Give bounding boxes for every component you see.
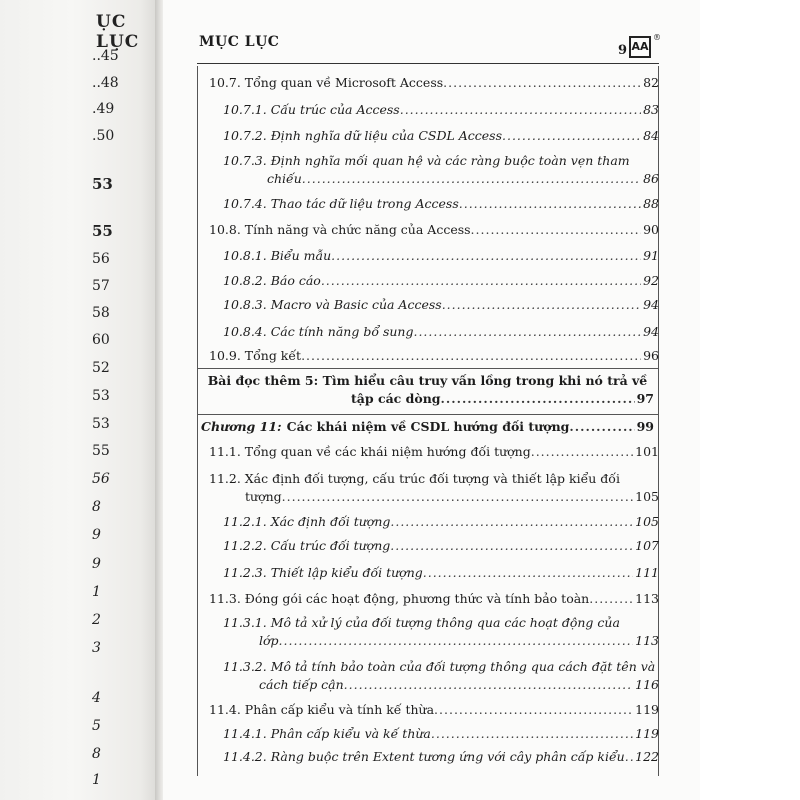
toc-entry: 11.2.1. Xác định đối tượng ..... 105 xyxy=(223,513,659,531)
left-page-number: 9 xyxy=(92,527,101,543)
registered-mark: ® xyxy=(653,33,661,42)
left-page-number: 8 xyxy=(92,499,101,515)
left-page-number: 57 xyxy=(92,278,110,294)
toc-entry: 10.7.3. Định nghĩa mối quan hệ và các ràng buộc toàn vẹn tham chiếu ..... 86 xyxy=(223,152,659,188)
toc-entry: 10.8.1. Biểu mẫu ..... 91 xyxy=(223,247,659,265)
left-page-number: 53 xyxy=(92,416,110,432)
left-page-number: 1 xyxy=(92,772,101,788)
left-page-number: 53 xyxy=(92,175,113,193)
toc-entry: 10.8.2. Báo cáo ..... 92 xyxy=(223,272,659,290)
toc-entry: 11.1. Tổng quan về các khái niệm hướng đối tượng ..... 101 xyxy=(209,443,659,461)
toc-entry: 11.4.2. Ràng buộc trên Extent tương ứng với cây phân cấp kiểu ..... 122 xyxy=(223,748,659,766)
left-page-number: 5 xyxy=(92,718,101,734)
left-page-number: .50 xyxy=(92,128,115,144)
publisher-logo: AA xyxy=(629,36,651,58)
toc-entry: 10.7. Tổng quan về Microsoft Access ..... 82 xyxy=(209,74,659,92)
toc-entry: 11.4. Phân cấp kiểu và tính kế thừa ..... 119 xyxy=(209,701,659,719)
toc-entry: 10.8.3. Macro và Basic của Access ..... 94 xyxy=(223,296,659,314)
left-page-number: 60 xyxy=(92,332,110,348)
left-page-number: 1 xyxy=(92,584,101,600)
left-page-number: .49 xyxy=(92,101,115,117)
toc-entry: 10.8.4. Các tính năng bổ sung ..... 94 xyxy=(223,323,659,341)
toc-entry: 11.2.3. Thiết lập kiểu đối tượng ..... 111 xyxy=(223,564,659,582)
toc-entry-reading: Bài đọc thêm 5: Tìm hiểu câu truy vấn lồng trong khi nó trả về tập các dòng ..... 97 xyxy=(197,368,658,408)
left-page-number: 56 xyxy=(92,471,110,487)
background-surface xyxy=(700,0,800,800)
left-page-number: 56 xyxy=(92,251,110,267)
toc-entry: 11.2. Xác định đối tượng, cấu trúc đối tượng và thiết lập kiểu đối tượng ..... 105 xyxy=(209,470,659,506)
left-page-number: 58 xyxy=(92,305,110,321)
left-page-number: 3 xyxy=(92,640,101,656)
left-page-number: ..45 xyxy=(92,48,119,64)
toc-entry: 11.3. Đóng gói các hoạt động, phương thức và tính bảo toàn ..... 113 xyxy=(209,590,659,608)
left-page-number: 52 xyxy=(92,360,110,376)
header-rule xyxy=(197,63,659,64)
left-page-number: ..48 xyxy=(92,75,119,91)
page-title: MỤC LỤC xyxy=(199,34,280,50)
left-page-number: 55 xyxy=(92,222,113,240)
toc-entry: 10.8. Tính năng và chức năng của Access ..... 90 xyxy=(209,221,659,239)
toc-entry: 10.7.1. Cấu trúc của Access ..... 83 xyxy=(223,101,659,119)
toc-entry-chapter: Chương 11: Các khái niệm về CSDL hướng đối tượng ..... 99 xyxy=(197,414,658,436)
left-page-title: ỤC LỤC xyxy=(96,12,140,52)
toc-entry: 10.7.4. Thao tác dữ liệu trong Access ..... 88 xyxy=(223,195,659,213)
right-page xyxy=(163,0,700,800)
left-page-number: 53 xyxy=(92,388,110,404)
page-number: 9 xyxy=(618,43,628,58)
toc-entry: 11.2.2. Cấu trúc đối tượng ..... 107 xyxy=(223,537,659,555)
toc-entry: 10.7.2. Định nghĩa dữ liệu của CSDL Access ..... 84 xyxy=(223,127,659,145)
toc-entry: 10.9. Tổng kết ..... 96 xyxy=(209,347,659,365)
left-page-number: 8 xyxy=(92,746,101,762)
left-page-number: 55 xyxy=(92,443,110,459)
toc-entry: 11.3.1. Mô tả xử lý của đối tượng thông qua các hoạt động của lớp ..... 113 xyxy=(223,614,659,650)
toc-entry: 11.4.1. Phân cấp kiểu và kế thừa ..... 119 xyxy=(223,725,659,743)
left-page-number: 9 xyxy=(92,556,101,572)
left-page-number: 4 xyxy=(92,690,101,706)
toc-entry: 11.3.2. Mô tả tính bảo toàn của đối tượng thông qua cách đặt tên và cách tiếp cận ..... 116 xyxy=(223,658,659,694)
left-page xyxy=(0,0,160,800)
left-page-number: 2 xyxy=(92,612,101,628)
